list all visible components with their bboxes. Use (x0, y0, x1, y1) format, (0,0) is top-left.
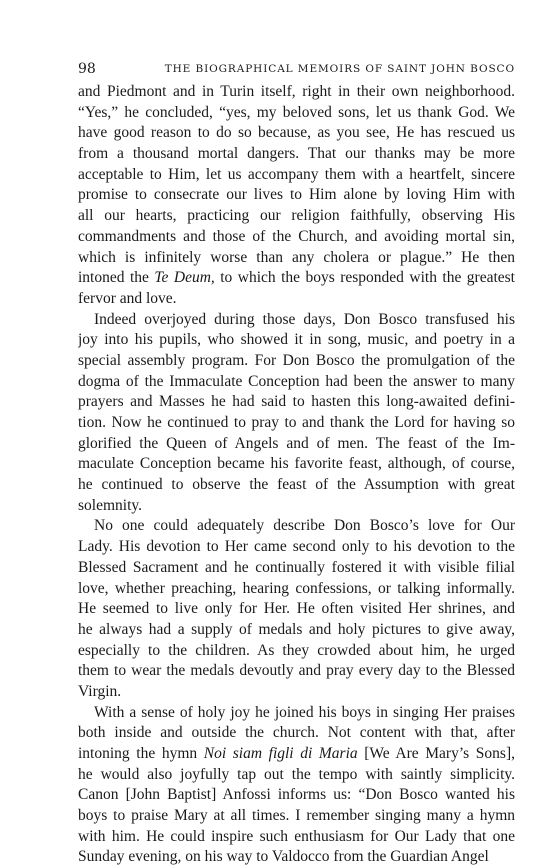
text-line: with him. He could inspire such enthusiasm for Our Lady that one (78, 827, 515, 845)
text-line: he always had a supply of medals and holy pictures to give away, (78, 620, 515, 638)
text-line: fervor and love. (78, 289, 177, 307)
text-line: and Piedmont and in Turin itself, right in their own neighborhood. (78, 83, 515, 100)
text-line: tion. Now he continued to pray to and thank the Lord for having so (78, 414, 515, 431)
paragraph (78, 82, 515, 310)
text-segment: intoned the (78, 269, 155, 287)
text-line: which is infinitely worse than any cholera or plague.” He then (78, 248, 515, 266)
text-line: he continued to observe the feast of the Assumption with great (78, 476, 515, 494)
text-line: He seemed to live only for Her. He often visited Her shrines, and (78, 600, 515, 618)
text-line: glorified the Queen of Angels and of men. The feast of the Im- (78, 434, 515, 452)
text-line: prayers and Masses he had said to hasten this long-awaited defini- (78, 393, 515, 411)
running-header (78, 60, 515, 78)
text-line: he would also joyfully tap out the tempo with saintly simplicity. (78, 765, 515, 783)
text-line: especially to the children. As they crowded about him, he urged (78, 641, 515, 659)
text-segment: to which the boys responded with the greatest (214, 269, 515, 287)
text-line: acceptable to Him, let us accompany them with a heartfelt, sincere (78, 165, 515, 183)
text-line: both inside and outside the church. Not content with that, after (78, 724, 515, 742)
text-line: promise to consecrate our lives to Him alone by loving Him with (78, 186, 515, 204)
text-segment: [We Are Mary’s Sons], (357, 745, 515, 762)
body-text (78, 82, 515, 868)
text-line: them to wear the medals devoutly and pray every day to the Blessed (78, 662, 515, 680)
italic-phrase: Noi siam figli di Maria (203, 745, 358, 762)
italic-phrase: Te Deum, (154, 269, 215, 287)
text-line (78, 268, 515, 289)
text-segment: intoning the hymn (78, 745, 204, 762)
text-line (78, 744, 515, 765)
text-line: Blessed Sacrament and he continually fostered it with visible filial (78, 558, 515, 576)
paragraph (78, 703, 515, 868)
running-title: THE BIOGRAPHICAL MEMOIRS OF SAINT JOHN BOSCO (164, 63, 515, 75)
text-line: Indeed overjoyed during those days, Don Bosco transfused his (94, 310, 515, 328)
text-line: special assembly program. For Don Bosco the promulgation of the (78, 351, 515, 369)
text-line: love, whether preaching, hearing confessions, or talking informally. (78, 579, 515, 597)
paragraph (78, 516, 515, 702)
text-line: Virgin. (78, 682, 122, 700)
text-line: maculate Conception became his favorite feast, although, of course, (78, 455, 515, 473)
paragraph (78, 310, 515, 517)
text-line: joy into his pupils, who showed it in song, music, and poetry in a (78, 331, 515, 349)
text-line: Canon [John Baptist] Anfossi informs us: “Don Bosco wanted his (78, 786, 515, 804)
text-line: dogma of the Immaculate Conception had been the answer to many (78, 372, 515, 390)
text-line: boys to praise Mary at all times. I remember singing many a hymn (78, 807, 515, 825)
page-number: 98 (78, 61, 96, 77)
text-line: Lady. His devotion to Her came second only to his devotion to the (78, 538, 515, 556)
text-line: No one could adequately describe Don Bosco’s love for Our (94, 517, 515, 535)
text-line: all our hearts, practicing our religion faithfully, observing His (78, 207, 515, 225)
text-line: have good reason to do so because, as you see, He has rescued us (78, 124, 515, 142)
text-line: from a thousand mortal dangers. That our thanks may be more (78, 145, 515, 163)
text-line: solemnity. (78, 496, 143, 514)
text-line: Sunday evening, on his way to Valdocco from the Guardian Angel (78, 848, 489, 866)
text-line: “Yes,” he concluded, “yes, my beloved sons, let us thank God. We (78, 103, 515, 121)
text-line: With a sense of holy joy he joined his boys in singing Her praises (94, 703, 515, 721)
text-line: commandments and those of the Church, and avoiding mortal sin, (78, 227, 515, 245)
